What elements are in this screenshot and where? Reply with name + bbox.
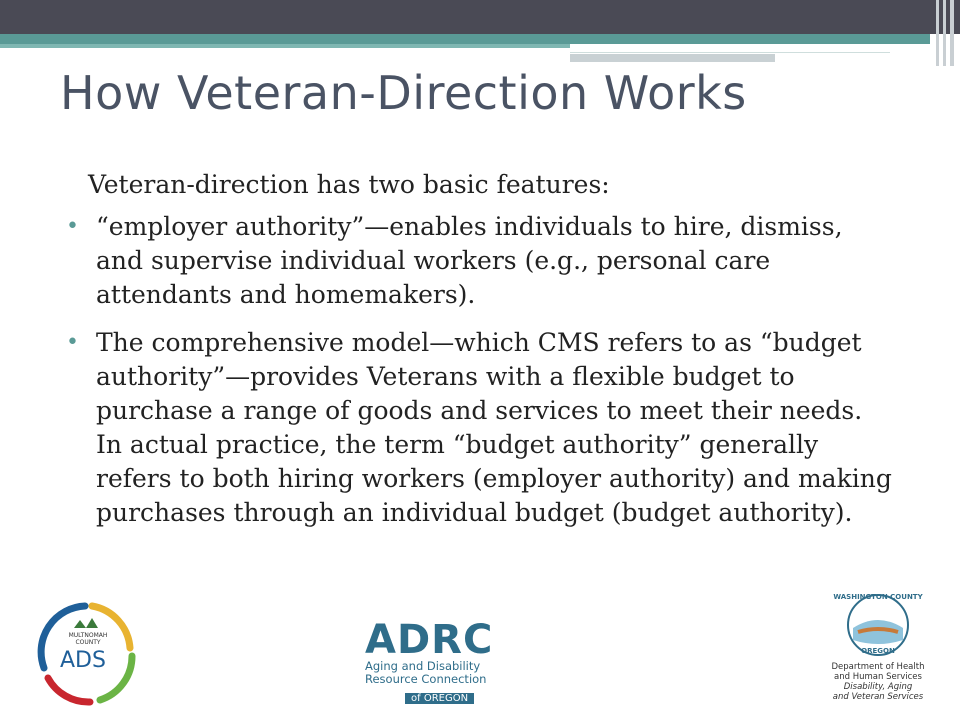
right-stripes [930, 0, 960, 66]
bullet-dot: • [66, 214, 79, 239]
top-dark-bar [0, 0, 960, 34]
adrc-text: ADRC [365, 617, 494, 663]
bullet-text: “employer authority”—enables individuals to hire, dismiss, and supervise individual workers (e.g., personal care attendants and homemakers). [96, 212, 843, 309]
dept-line2: and Human Services [834, 672, 922, 682]
division-line1: Disability, Aging [843, 682, 913, 692]
ads-text: ADS [60, 648, 106, 673]
top-teal-thin-bar [0, 44, 570, 48]
intro-text: Veteran-direction has two basic features: [88, 170, 610, 199]
washington-arc-text: WASHINGTON COUNTY [833, 593, 923, 601]
bullet-dot: • [66, 330, 79, 355]
washington-state-text: OREGON [861, 647, 895, 655]
bullet-item [66, 326, 896, 530]
adrc-oregon: of OREGON [405, 693, 474, 704]
top-white-line [570, 48, 890, 53]
adrc-logo [365, 617, 505, 704]
division-line2: and Veteran Services [832, 692, 924, 702]
dept-line1: Department of Health [831, 662, 925, 672]
ads-small-text: MULTNOMAH COUNTY [68, 632, 108, 646]
washington-county-logo [828, 592, 928, 702]
bullet-item [66, 210, 896, 312]
bullet-text: The comprehensive model—which CMS refers to as “budget authority”—provides Veterans with a flexible budget to purchase a range of goods and services to meet their needs. In actual practice, the term “budget authority” generally refers to both hiring workers (employer authority) and making purchases through an individual budget (budget authority). [96, 328, 892, 527]
top-grey-bar [570, 54, 775, 62]
adrc-line2: Resource Connection [365, 672, 487, 686]
slide-title: How Veteran-Direction Works [60, 66, 747, 120]
adrc-line1: Aging and Disability [365, 659, 481, 673]
ads-logo [30, 598, 140, 710]
bullet-list [66, 210, 896, 544]
top-teal-bar [0, 34, 930, 44]
